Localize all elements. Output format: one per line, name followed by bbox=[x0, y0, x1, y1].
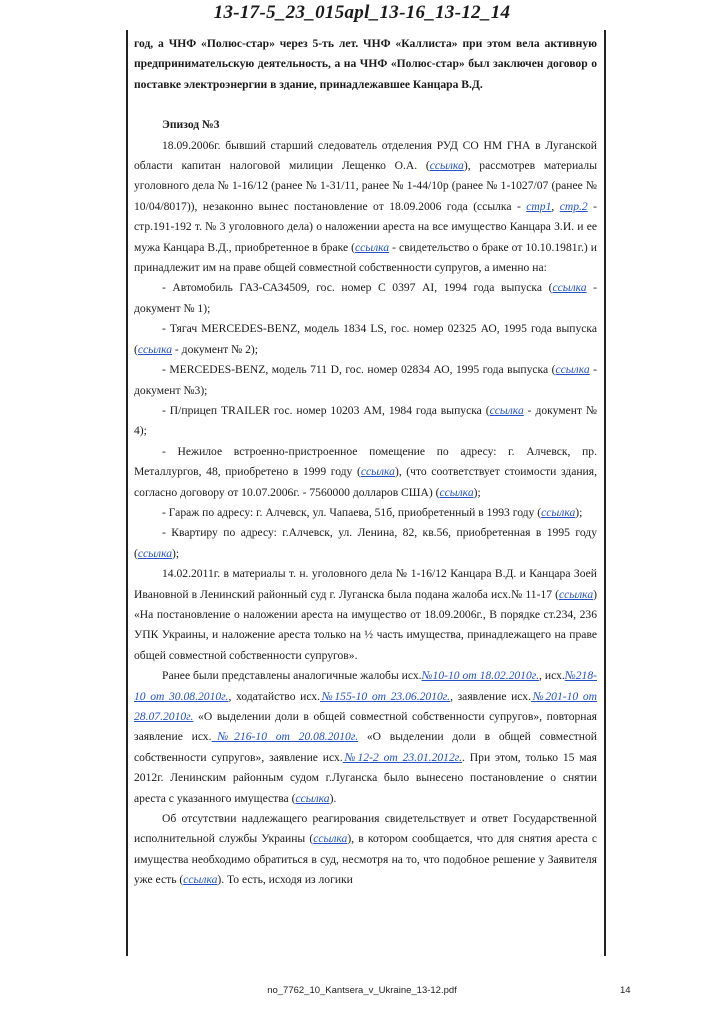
reference-link[interactable]: ссылка bbox=[489, 403, 524, 417]
text-segment: ); bbox=[172, 546, 180, 560]
text-segment: . При этом, только 15 мая 2012г. Ленинским районным судом г.Луганска было вынесено постановление о снятии ареста с указанного имущества ( bbox=[134, 750, 597, 805]
footer-filename: no_7762_10_Kantsera_v_Ukraine_13-12.pdf bbox=[267, 985, 457, 996]
text-segment: , заявление исх. bbox=[450, 689, 531, 703]
list-item bbox=[134, 523, 597, 564]
text-segment: «О выделении доли в общей совместной собственности супругов», заявление исх. bbox=[134, 730, 597, 764]
text-segment: - Нежилое встроенно-пристроенное помещение по адресу: г. Алчевск, пр. Металлургов, 48, приобретено в 1999 году ( bbox=[134, 444, 597, 479]
reference-link[interactable]: ссылка bbox=[558, 587, 594, 601]
text-segment: - документ № 4); bbox=[134, 403, 597, 438]
reference-link[interactable]: ссылка bbox=[137, 546, 173, 560]
text-segment: ), (что соответствует стоимости здания, согласно договору от 10.07.2006г. - 7560000 долларов США) ( bbox=[134, 465, 597, 499]
text-segment: Ранее были представлены аналогичные жалобы исх. bbox=[162, 669, 422, 683]
text-segment: 14.02.2011г. в материалы т. н. уголовного дела № 1-16/12 Канцара В.Д. и Канцара Зоей Ивановной в Ленинский районный суд г. Луганска была подана жалоба исх.№ 11-17 ( bbox=[134, 567, 597, 601]
reference-link[interactable]: №201-10 от 28.07.2010г. bbox=[134, 689, 597, 723]
text-segment: - MERCEDES-BENZ, модель 711 D, гос. номер 02834 АО, 1995 года выпуска ( bbox=[162, 363, 556, 377]
reference-link[interactable]: ссылка bbox=[555, 363, 590, 377]
text-segment: , ходатайство исх. bbox=[228, 689, 321, 703]
text-segment: ); bbox=[473, 485, 481, 499]
text-segment: «О выделении доли в общей совместной собственности супругов», повторная заявление исх. bbox=[134, 710, 597, 744]
text-segment: - документ №3); bbox=[134, 363, 597, 397]
reference-link[interactable]: ссылка bbox=[354, 240, 390, 254]
reference-link[interactable]: ссылка bbox=[360, 465, 395, 479]
episode-heading: Эпизод №3 bbox=[162, 118, 220, 132]
reference-link[interactable]: ссылка bbox=[439, 485, 474, 499]
reference-link[interactable]: ссылка bbox=[137, 342, 173, 356]
text-segment: - П/прицеп TRAILER гос. номер 10203 АМ, 1984 года выпуска ( bbox=[162, 403, 490, 417]
text-segment: - Гараж по адресу: г. Алчевск, ул. Чапаева, 51б, приобретенный в 1993 году ( bbox=[162, 505, 542, 519]
paragraph-previous-complaints bbox=[134, 666, 597, 809]
text-segment: - Тягач MERCEDES-BENZ, модель 1834 LS, гос. номер 02325 АО, 1995 года выпуска ( bbox=[134, 322, 597, 356]
reference-link[interactable]: ссылка bbox=[541, 505, 576, 519]
reference-link[interactable]: ссылка bbox=[313, 832, 348, 846]
text-segment: - документ № 1); bbox=[134, 281, 597, 315]
reference-link[interactable]: №12-2 от 23.01.2012г. bbox=[342, 750, 463, 764]
text-segment: - Квартиру по адресу: г.Алчевск, ул. Ленина, 82, кв.56, приобретенная в 1995 году ( bbox=[134, 526, 597, 560]
reference-link[interactable]: ссылка bbox=[429, 159, 464, 173]
reference-link[interactable]: №216-10 от 20.08.2010г. bbox=[211, 730, 359, 744]
text-segment: - документ № 2); bbox=[172, 342, 258, 356]
reference-link[interactable]: ссылка bbox=[295, 791, 330, 805]
list-item bbox=[134, 319, 597, 360]
list-item bbox=[134, 442, 597, 503]
paragraph-complaint bbox=[134, 564, 597, 666]
paragraph-enforcement-reply bbox=[134, 809, 597, 891]
text-segment: Об отсутствии надлежащего реагирования свидетельствует и ответ Государственной исполнительной службы Украины ( bbox=[134, 812, 597, 846]
text-segment: , исх. bbox=[539, 669, 565, 683]
text-segment: ). bbox=[329, 791, 337, 805]
list-item bbox=[134, 360, 597, 401]
reference-link[interactable]: №218-10 от 30.08.2010г. bbox=[134, 669, 597, 703]
reference-link[interactable]: ссылка bbox=[552, 281, 587, 295]
paragraph-gap bbox=[134, 95, 597, 115]
reference-link[interactable]: ссылка bbox=[183, 873, 218, 887]
list-item bbox=[134, 401, 597, 442]
text-segment: 18.09.2006г. бывший старший следователь отделения РУД СО НМ ГНА в Луганской области капитан налоговой милиции Лещенко О.А. ( bbox=[134, 138, 597, 173]
document-header-title: 13-17-5_23_015apl_13-16_13-12_14 bbox=[213, 2, 511, 23]
reference-link[interactable]: стр1 bbox=[526, 199, 552, 213]
page-number: 14 bbox=[620, 985, 631, 996]
reference-link[interactable]: стр.2 bbox=[559, 199, 588, 213]
text-segment: - свидетельство о браке от 10.10.1981г.) и принадлежит им на праве общей совместной собственности супругов, а именно на: bbox=[134, 240, 597, 275]
text-segment: ). То есть, исходя из логики bbox=[217, 873, 353, 887]
document-body bbox=[134, 34, 597, 891]
text-segment: ) «На постановление о наложении ареста на имущество от 18.09.2006г., В порядке ст.234, 236 УПК Украины, и наложение ареста только на ½ часть имущества, принадлежащего на праве общей совместной собственности супругов». bbox=[134, 587, 597, 662]
text-segment: ), в котором сообщается, что для снятия ареста с имущества необходимо обратиться в суд, несмотря на то, что подобное решение у Заявителя уже есть ( bbox=[134, 832, 597, 887]
left-margin-line bbox=[126, 30, 128, 956]
list-item bbox=[134, 278, 597, 319]
intro-paragraph: год, а ЧНФ «Полюс-стар» через 5-ть лет. ЧНФ «Каллиста» при этом вела активную предпринимательскую деятельность, а на ЧНФ «Полюс-стар» был заключен договор о поставке электроэнергии в здание, принадлежавшее Канцара В.Д. bbox=[134, 37, 597, 91]
right-margin-line bbox=[604, 30, 606, 956]
reference-link[interactable]: №155-10 от 23.06.2010г. bbox=[320, 689, 451, 703]
text-segment: ), рассмотрев материалы уголовного дела № 1-16/12 (ранее № 1-31/11, ранее № 1-44/10р (ранее № 1-1027/07 (ранее № 10/04/8017)), незаконно вынес постановление от 18.09.2006 года (ссылка - bbox=[134, 159, 597, 213]
text-segment: - стр.191-192 т. № 3 уголовного дела) о наложении ареста на все имущество Канцара З.И. и ее мужа Канцара В.Д., приобретенное в браке ( bbox=[134, 199, 598, 254]
reference-link[interactable]: №10-10 от 18.02.2010г. bbox=[421, 669, 540, 683]
text-segment: - Автомобиль ГАЗ-САЗ4509, гос. номер С 0397 AI, 1994 года выпуска ( bbox=[162, 281, 553, 295]
text-segment: ); bbox=[575, 505, 583, 519]
paragraph-arrest-decision bbox=[134, 136, 597, 279]
text-segment: , bbox=[551, 199, 560, 213]
list-item bbox=[134, 503, 597, 523]
